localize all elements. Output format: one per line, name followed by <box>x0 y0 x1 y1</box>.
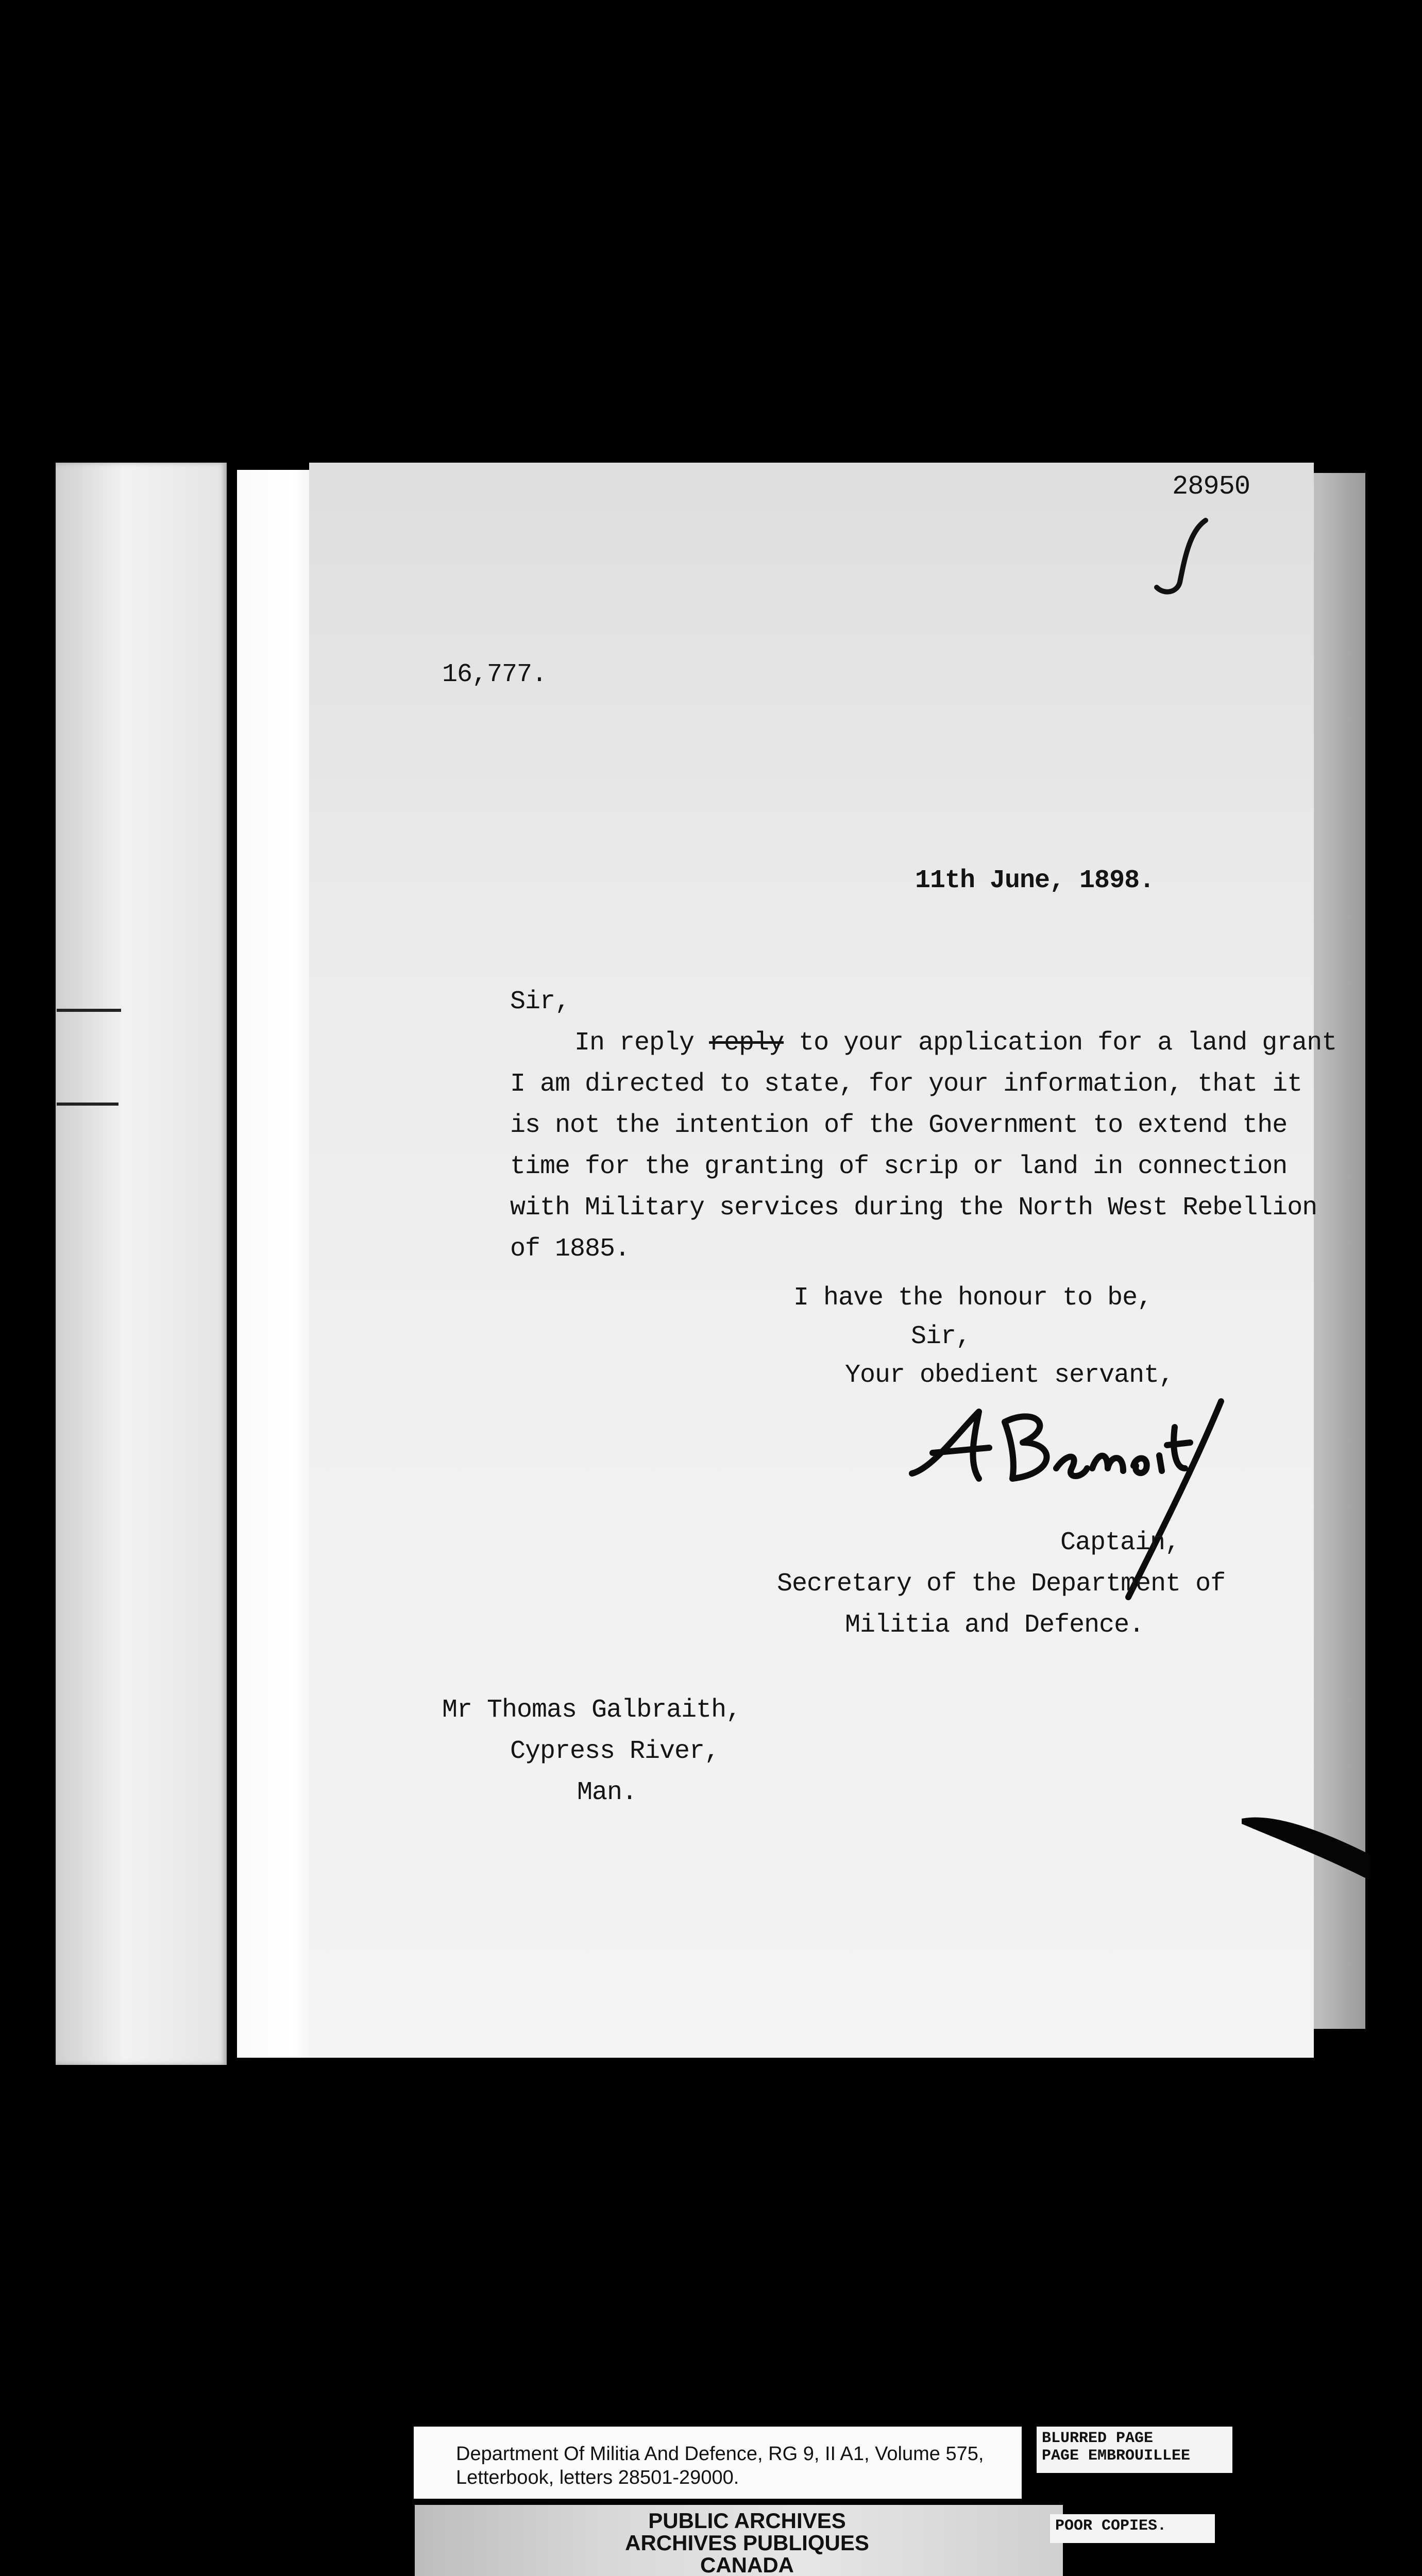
page-number: 28950 <box>1172 471 1250 502</box>
strip-mark <box>57 1009 121 1012</box>
addressee-name: Mr Thomas Galbraith, <box>442 1696 741 1725</box>
body-line-3: is not the intention of the Government to extend the <box>510 1111 1288 1140</box>
signer-department: Militia and Defence. <box>845 1611 1144 1640</box>
blurred-page-stamp: BLURRED PAGE PAGE EMBROUILLEE <box>1037 2427 1232 2473</box>
archives-line-3: CANADA <box>700 2553 794 2576</box>
body-line-2: I am directed to state, for your information, that it <box>510 1070 1302 1099</box>
body-line-4: time for the granting of scrip or land in connection <box>510 1152 1288 1181</box>
addressee-town: Cypress River, <box>510 1737 720 1766</box>
closing-line-2: Sir, <box>911 1322 971 1351</box>
signer-rank: Captain, <box>1060 1528 1180 1557</box>
archives-line-2: ARCHIVES PUBLIQUES <box>625 2531 869 2555</box>
signer-title: Secretary of the Department of <box>777 1569 1226 1599</box>
archive-label-text: Department Of Militia And Defence, RG 9, II A1, Volume 575, Letterbook, letters 28501-29000. <box>456 2443 984 2488</box>
salutation: Sir, <box>510 987 570 1016</box>
closing-line-3: Your obedient servant, <box>845 1361 1174 1390</box>
archives-line-1: PUBLIC ARCHIVES <box>648 2509 846 2533</box>
body-line-5: with Military services during the North West Rebellion <box>510 1193 1317 1223</box>
pen-shadow <box>1237 1808 1370 1883</box>
check-mark <box>1149 510 1231 605</box>
poor-copies-stamp: POOR COPIES. <box>1050 2514 1215 2543</box>
addressee-province: Man. <box>577 1778 637 1807</box>
closing-line-1: I have the honour to be, <box>793 1283 1153 1313</box>
letter-page <box>309 463 1314 2058</box>
body-line-1: In reply reply to your application for a land grant <box>574 1028 1337 1058</box>
strip-mark <box>57 1103 118 1106</box>
reference-number: 16,777. <box>442 660 547 689</box>
body-line-6: of 1885. <box>510 1234 630 1264</box>
left-page-strip <box>56 463 227 2065</box>
letter-date: 11th June, 1898. <box>915 866 1155 895</box>
